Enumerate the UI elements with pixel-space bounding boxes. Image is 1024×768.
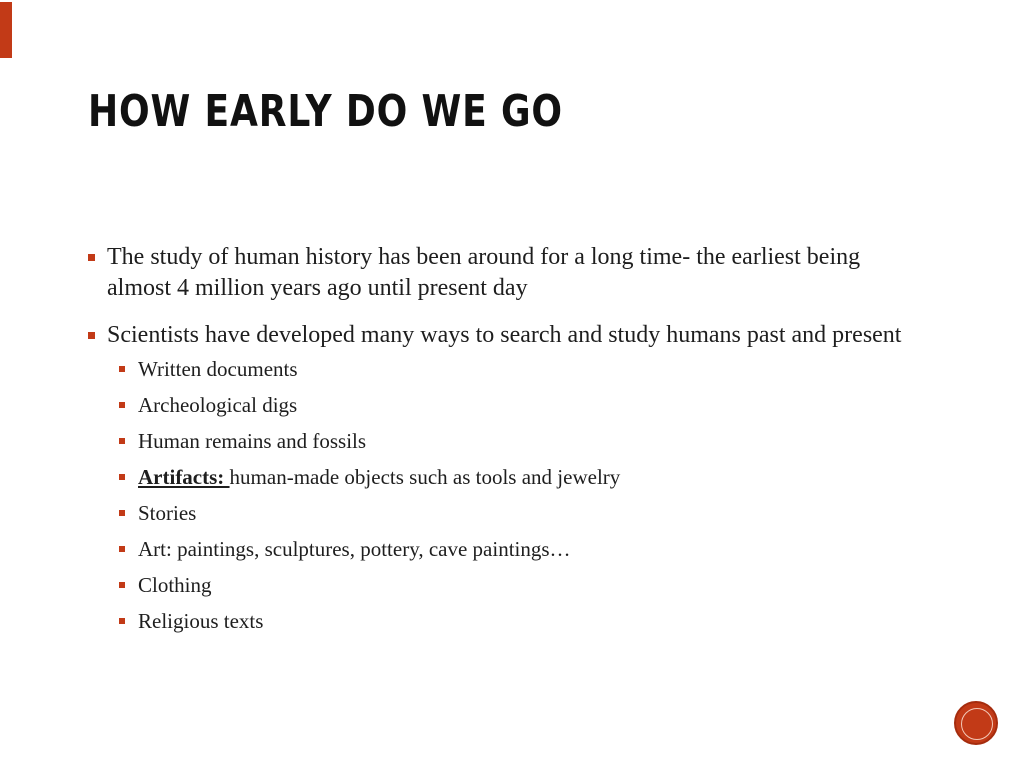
sub-bullet-stories <box>107 499 928 527</box>
slide-content <box>88 242 928 635</box>
bullet-list <box>88 242 928 635</box>
sub-bullet-text: Archeological digs <box>138 393 298 417</box>
sub-bullet-list <box>107 355 928 635</box>
sub-bullet-art <box>107 535 928 563</box>
bullet-text: The study of human history has been around for a long time- the earliest being almost 4 million years ago until present day <box>107 244 861 301</box>
sub-bullet-text: Stories <box>138 501 197 525</box>
square-bullet-icon <box>88 332 95 339</box>
square-bullet-icon <box>88 254 95 261</box>
square-bullet-icon <box>119 618 125 624</box>
square-bullet-icon <box>119 402 125 408</box>
sub-bullet-religious-texts <box>107 607 928 635</box>
square-bullet-icon <box>119 510 125 516</box>
bullet-item-methods <box>88 320 928 635</box>
sub-bullet-text: Religious texts <box>138 609 264 633</box>
sub-bullet-clothing <box>107 571 928 599</box>
sub-bullet-text: Art: paintings, sculptures, pottery, cave paintings… <box>138 537 571 561</box>
circle-nav-icon <box>961 708 993 740</box>
sub-bullet-text: Clothing <box>138 573 212 597</box>
square-bullet-icon <box>119 438 125 444</box>
accent-bar <box>0 2 12 58</box>
square-bullet-icon <box>119 474 125 480</box>
artifacts-term: Artifacts: <box>138 465 230 489</box>
sub-bullet-artifacts <box>107 463 928 491</box>
sub-bullet-text: Human remains and fossils <box>138 429 367 453</box>
slide-title: HOW EARLY DO WE GO <box>88 86 563 137</box>
sub-bullet-written-documents <box>107 355 928 383</box>
square-bullet-icon <box>119 546 125 552</box>
bullet-item-history <box>88 242 928 304</box>
sub-bullet-text: human-made objects such as tools and jewelry <box>229 465 621 489</box>
square-bullet-icon <box>119 366 125 372</box>
sub-bullet-archeological-digs <box>107 391 928 419</box>
square-bullet-icon <box>119 582 125 588</box>
sub-bullet-human-remains <box>107 427 928 455</box>
bullet-text: Scientists have developed many ways to search and study humans past and present <box>107 322 902 348</box>
sub-bullet-text: Written documents <box>138 357 298 381</box>
slide-nav-button[interactable] <box>954 701 998 745</box>
